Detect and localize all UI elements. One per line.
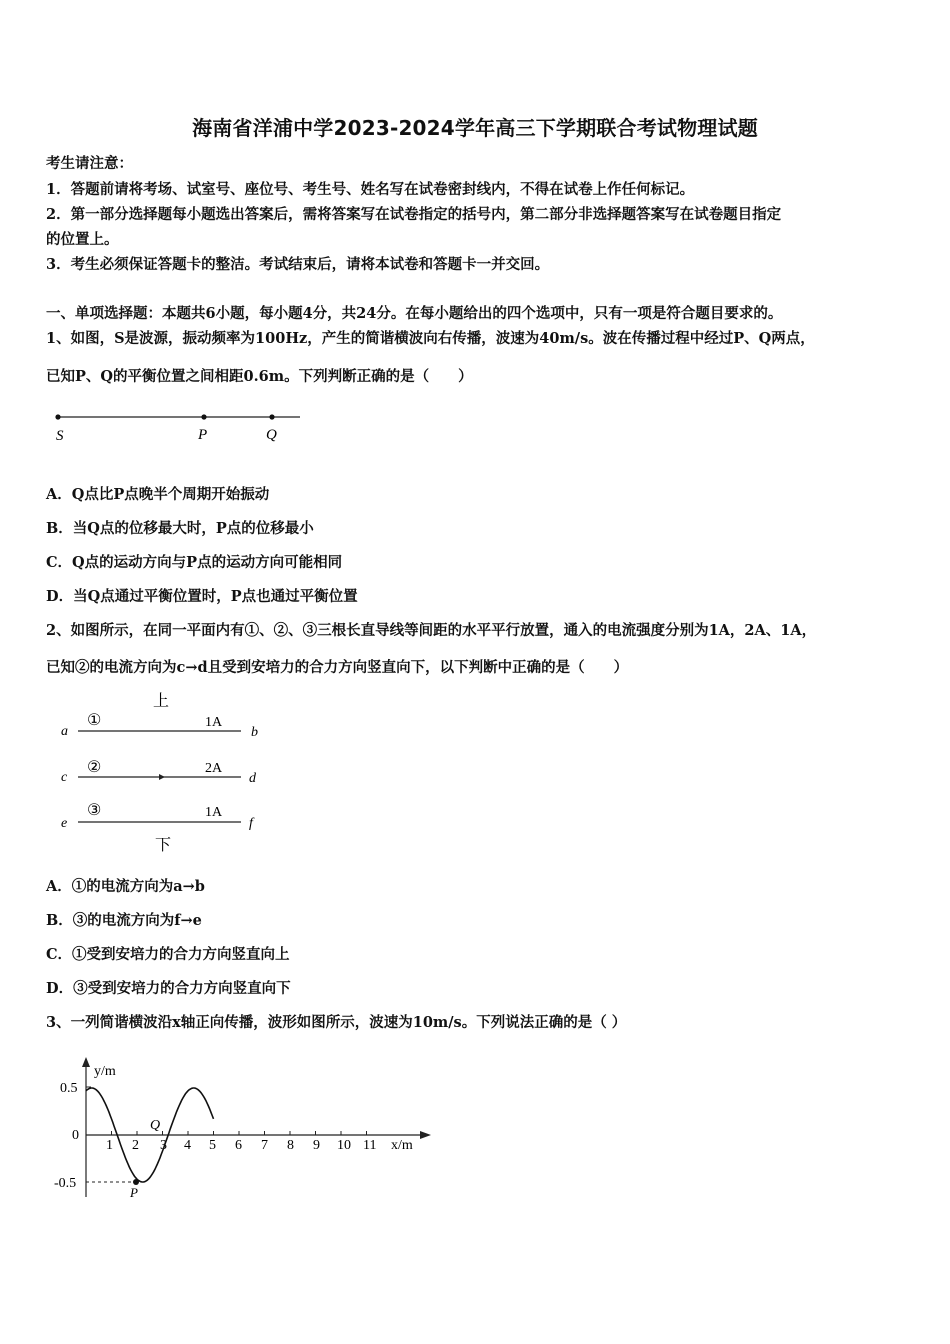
notice-item: 3．考生必须保证答题卡的整洁。考试结束后，请将本试卷和答题卡一并交回。 [46, 256, 550, 273]
wire-2-arrow-icon [159, 774, 165, 780]
wire-3-current: 1A [205, 805, 223, 820]
q1-option-b[interactable]: B．当Q点的位移最大时，P点的位移最小 [46, 520, 314, 537]
q2-stem-line1: 2、如图所示，在同一平面内有①、②、③三根长直导线等间距的水平平行放置，通入的电流强度分别为1A，2A、1A， [46, 622, 817, 639]
label-down: 下 [155, 837, 172, 854]
x-tick: 9 [313, 1138, 320, 1153]
wire-1-left-label: a [61, 724, 68, 739]
label-q: Q [150, 1118, 161, 1133]
wire-1-right-label: b [251, 725, 258, 740]
section-heading: 一、单项选择题：本题共6小题，每小题4分，共24分。在每小题给出的四个选项中，只有一项是符合题目要求的。 [46, 305, 783, 322]
q1-stem-line1: 1、如图，S是波源，振动频率为100Hz，产生的简谐横波向右传播，波速为40m/s。波在传播过程中经过P、Q两点， [46, 330, 815, 347]
notice-item: 2．第一部分选择题每小题选出答案后，需将答案写在试卷指定的括号内，第二部分非选择题答案写在试卷题目指定 [46, 206, 782, 223]
notice-item: 的位置上。 [46, 231, 119, 248]
q2-stem-line2: 已知②的电流方向为c→d且受到安培力的合力方向竖直向下，以下判断中正确的是（ ） [46, 659, 629, 676]
notice-item: 1．答题前请将考场、试室号、座位号、考生号、姓名写在试卷密封线内，不得在试卷上作任何标记。 [46, 181, 695, 198]
q1-option-d[interactable]: D．当Q点通过平衡位置时，P点也通过平衡位置 [46, 588, 358, 605]
source-point [55, 414, 60, 419]
wire-3-left-label: e [61, 816, 68, 831]
x-axis-arrow-icon [420, 1131, 431, 1139]
x-tick: 10 [337, 1138, 351, 1153]
wire-2-right-label: d [249, 771, 256, 786]
x-tick: 8 [287, 1138, 294, 1153]
q2-figure [55, 686, 275, 858]
x-tick: 4 [184, 1138, 191, 1153]
wire-2-left-label: c [61, 770, 68, 785]
label-s: S [56, 428, 64, 444]
wire-2-current: 2A [205, 761, 223, 776]
x-tick: 7 [261, 1138, 268, 1153]
x-tick: 5 [209, 1138, 216, 1153]
q2-option-a[interactable]: A．①的电流方向为a→b [46, 878, 205, 895]
y-tick: 0.5 [60, 1081, 78, 1096]
wire-2-number: ② [87, 759, 102, 776]
wire-3-number: ③ [87, 802, 102, 819]
x-tick: 6 [235, 1138, 242, 1153]
q2-option-d[interactable]: D．③受到安培力的合力方向竖直向下 [46, 980, 291, 997]
x-tick: 11 [363, 1138, 377, 1153]
page-title: 海南省洋浦中学2023-2024学年高三下学期联合考试物理试题 [192, 116, 758, 140]
y-axis-arrow-icon [82, 1057, 90, 1067]
y-tick: -0.5 [54, 1176, 77, 1191]
q1-stem-line2: 已知P、Q的平衡位置之间相距0.6m。下列判断正确的是（ ） [46, 368, 473, 385]
q3-wave-figure [48, 1055, 438, 1205]
y-tick: 0 [72, 1128, 79, 1143]
x-tick: 2 [132, 1138, 139, 1153]
label-p: P [130, 1185, 138, 1200]
x-tick: 1 [106, 1138, 113, 1153]
wire-1-current: 1A [205, 715, 223, 730]
p-point [201, 414, 206, 419]
x-axis-label: x/m [391, 1138, 413, 1153]
q2-option-c[interactable]: C．①受到安培力的合力方向竖直向上 [46, 946, 290, 963]
wire-1-number: ① [87, 712, 102, 729]
q1-option-c[interactable]: C．Q点的运动方向与P点的运动方向可能相同 [46, 554, 343, 571]
q1-option-a[interactable]: A．Q点比P点晚半个周期开始振动 [46, 486, 270, 503]
wire-3-right-label: f [249, 816, 253, 831]
notice-heading: 考生请注意： [46, 155, 133, 172]
x-tick: 3 [160, 1138, 167, 1153]
label-q: Q [266, 427, 277, 443]
q-point [269, 414, 274, 419]
q2-option-b[interactable]: B．③的电流方向为f→e [46, 912, 202, 929]
label-p: P [198, 427, 208, 443]
q1-figure [48, 405, 308, 445]
y-axis-label: y/m [94, 1064, 116, 1079]
label-up: 上 [153, 693, 170, 710]
q3-stem: 3、一列简谐横波沿x轴正向传播，波形如图所示，波速为10m/s。下列说法正确的是（ ） [46, 1014, 627, 1031]
